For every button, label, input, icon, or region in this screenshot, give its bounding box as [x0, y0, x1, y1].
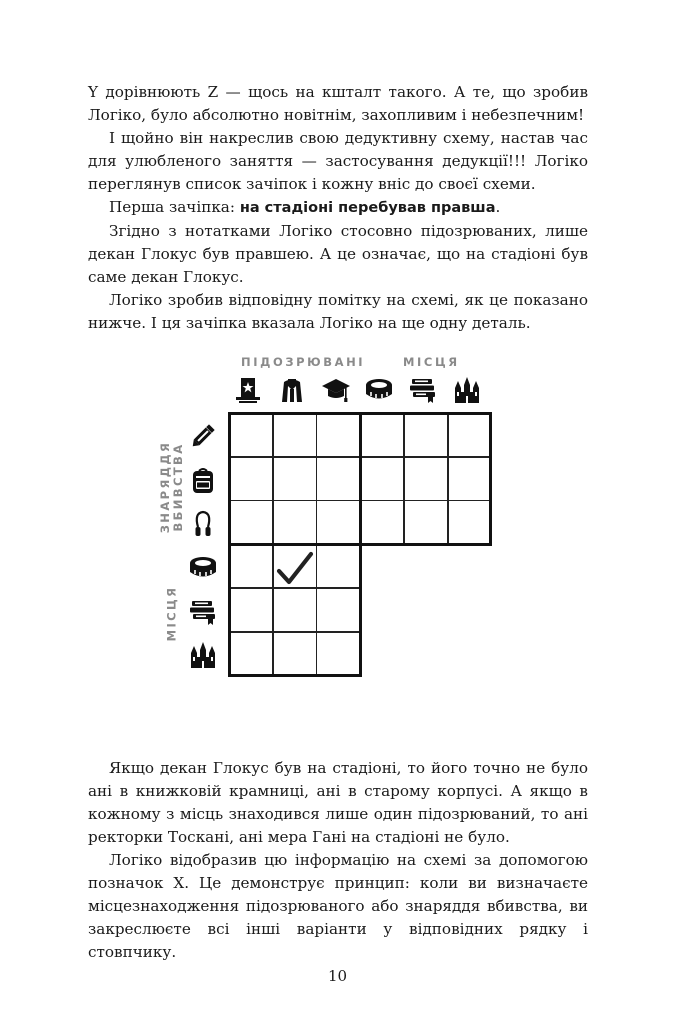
grid-cell	[229, 413, 273, 457]
pencil-icon	[188, 421, 218, 451]
dean-cap-icon	[321, 375, 351, 405]
old-building-castle-icon	[452, 375, 482, 405]
rector-robe-icon	[277, 375, 307, 405]
first-clue-suffix: .	[495, 198, 501, 216]
grid-cell	[448, 500, 492, 544]
box-places-suspects	[228, 543, 362, 677]
bookstore-books-icon	[408, 375, 438, 405]
grid-cell	[273, 413, 317, 457]
grid-cell	[229, 632, 273, 676]
bookstore-books-icon	[188, 597, 218, 627]
paragraph-3: Згідно з нотатками Логіко стосовно підозрюваних, лише декан Глокус був правшею. А це означає, що на стадіоні був саме декан Глокус.	[88, 222, 588, 286]
stadium-icon	[188, 553, 218, 583]
grid-cell	[404, 500, 448, 544]
grid-cell	[229, 544, 273, 588]
grid-cell	[273, 632, 317, 676]
grid-cell	[448, 457, 492, 501]
backpack-icon	[188, 466, 218, 496]
text-block-top	[88, 81, 588, 335]
grid-cell	[316, 544, 360, 588]
old-building-castle-icon	[188, 640, 218, 670]
row-header-weapons: ЗНАРЯДДЯ ВБИВСТВА	[158, 440, 185, 534]
jump-rope-icon	[188, 509, 218, 539]
grid-cell	[360, 500, 404, 544]
stadium-icon	[364, 375, 394, 405]
box-weapons-suspects	[228, 412, 362, 546]
col-header-places: МІСЦЯ	[403, 355, 460, 369]
check-mark-icon	[275, 551, 315, 587]
first-clue-bold: на стадіоні перебував правша	[239, 200, 496, 216]
paragraph-1: Y дорівнюють Z — щось на кшталт такого. А те, що зробив Логіко, було абсолютно новітнім, захопливим і небезпечним!	[88, 83, 588, 124]
grid-cell	[273, 588, 317, 632]
grid-cell	[404, 457, 448, 501]
mayor-hat-icon	[233, 375, 263, 405]
paragraph-6: Логіко відобразив цю інформацію на схемі за допомогою позначок X. Це демонструє принцип: коли ви визначаєте місцезнаходження підозрюваного або знаряддя вбивства, ви закреслюєте всі інші варіанти у відповідних рядку і стовпчику.	[88, 851, 588, 961]
first-clue-prefix: Перша зачіпка:	[109, 198, 240, 216]
paragraph-5: Якщо декан Глокус був на стадіоні, то його точно не було ані в книжковій крамниці, ані в старому корпусі. А якщо в кожному з місць знаходився лише один підозрюваний, то ані ректорки Тоскані, ані мера Гані на стадіоні не було.	[88, 759, 588, 846]
grid-cell	[404, 413, 448, 457]
grid-cell	[360, 457, 404, 501]
grid-cell	[229, 457, 273, 501]
paragraph-2: І щойно він накреслив свою дедуктивну схему, настав час для улюбленого заняття — застосування дедукції!!! Логіко переглянув список зачіпок і кожну вніс до своєї схеми.	[88, 129, 588, 193]
grid-cell	[448, 413, 492, 457]
grid-cell	[316, 500, 360, 544]
grid-cell	[360, 413, 404, 457]
col-header-suspects: ПІДОЗРЮВАНІ	[241, 355, 366, 369]
grid-cell	[229, 588, 273, 632]
paragraph-4: Логіко зробив відповідну помітку на схемі, як це показано нижче. І ця зачіпка вказала Логіко на ще одну деталь.	[88, 291, 588, 332]
box-weapons-places	[359, 412, 492, 546]
page-number: 10	[327, 967, 348, 985]
row-header-places: МІСЦЯ	[164, 585, 179, 642]
text-block-bottom	[88, 757, 588, 964]
grid-cell	[316, 588, 360, 632]
grid-cell	[273, 500, 317, 544]
grid-cell	[316, 413, 360, 457]
grid-cell	[273, 457, 317, 501]
grid-cell	[316, 632, 360, 676]
first-clue-paragraph	[88, 196, 588, 220]
grid-cell	[229, 500, 273, 544]
grid-cell	[273, 544, 317, 588]
grid-cell	[316, 457, 360, 501]
